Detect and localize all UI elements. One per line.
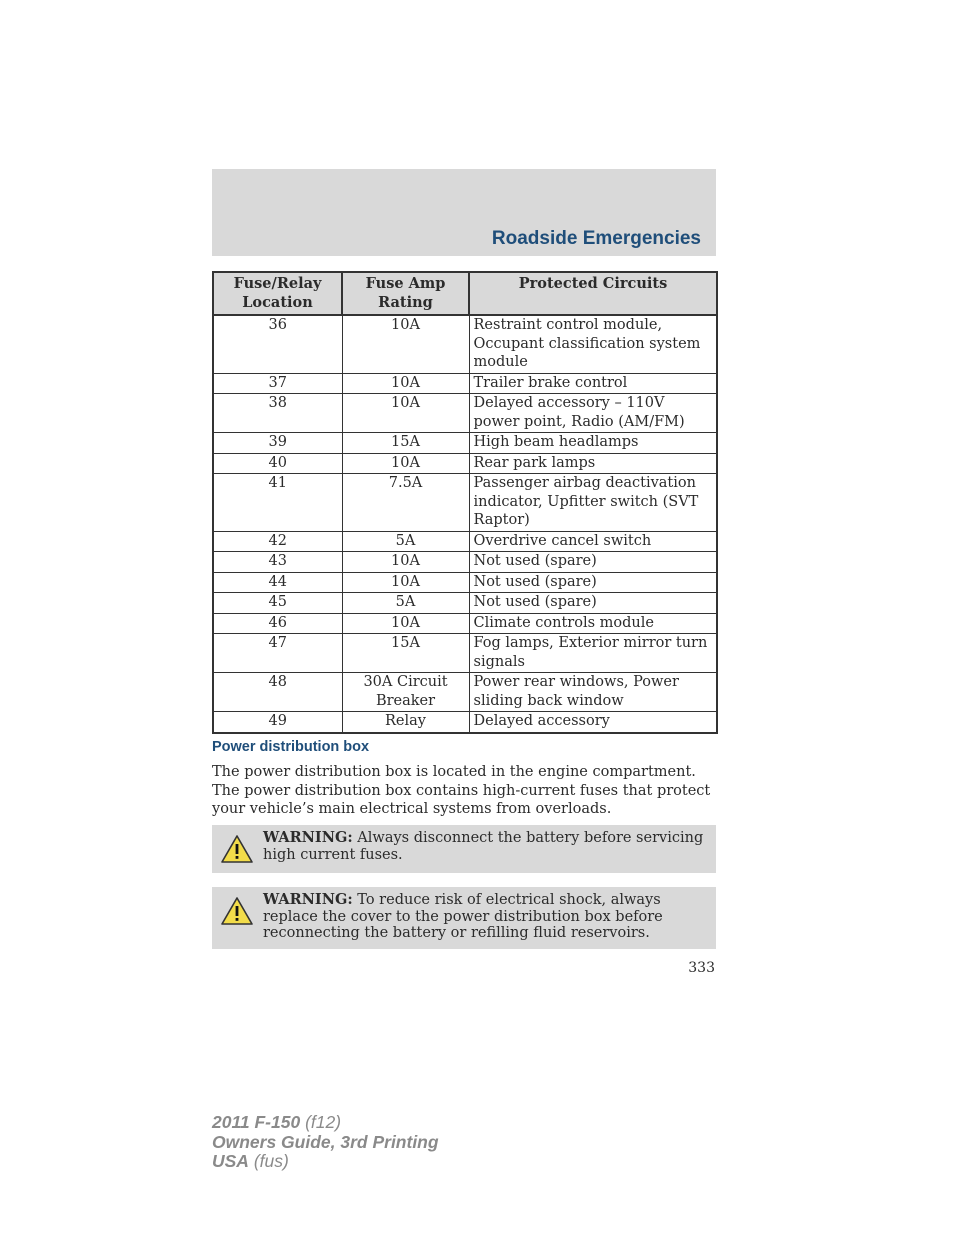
footer-region-code: (fus) <box>248 1151 289 1171</box>
cell-amp-rating: 15A <box>342 433 469 454</box>
footer <box>212 1113 439 1172</box>
table-header-row <box>213 272 717 315</box>
cell-location: 48 <box>213 673 342 712</box>
column-header-amp-rating: Fuse Amp Rating <box>342 272 469 315</box>
cell-protected-circuits: High beam headlamps <box>469 433 717 454</box>
cell-location: 43 <box>213 552 342 573</box>
column-header-protected-circuits: Protected Circuits <box>469 272 717 315</box>
cell-amp-rating: 10A <box>342 315 469 373</box>
cell-amp-rating: Relay <box>342 712 469 733</box>
table-row <box>213 552 717 573</box>
cell-protected-circuits: Fog lamps, Exterior mirror turn signals <box>469 634 717 673</box>
cell-location: 37 <box>213 373 342 394</box>
cell-location: 41 <box>213 474 342 532</box>
cell-location: 36 <box>213 315 342 373</box>
cell-location: 46 <box>213 613 342 634</box>
cell-protected-circuits: Not used (spare) <box>469 572 717 593</box>
warning-box-1 <box>212 825 716 873</box>
cell-amp-rating: 10A <box>342 552 469 573</box>
cell-amp-rating: 10A <box>342 572 469 593</box>
cell-amp-rating: 30A Circuit Breaker <box>342 673 469 712</box>
cell-protected-circuits: Not used (spare) <box>469 552 717 573</box>
cell-amp-rating: 10A <box>342 373 469 394</box>
footer-model-code: (f12) <box>300 1112 342 1132</box>
cell-protected-circuits: Not used (spare) <box>469 593 717 614</box>
cell-protected-circuits: Delayed accessory – 110V power point, Radio (AM/FM) <box>469 394 717 433</box>
cell-protected-circuits: Rear park lamps <box>469 453 717 474</box>
table-row <box>213 572 717 593</box>
cell-protected-circuits: Overdrive cancel switch <box>469 531 717 552</box>
cell-protected-circuits: Passenger airbag deactivation indicator, Upfitter switch (SVT Raptor) <box>469 474 717 532</box>
cell-amp-rating: 15A <box>342 634 469 673</box>
section-title: Roadside Emergencies <box>491 228 701 249</box>
cell-protected-circuits: Delayed accessory <box>469 712 717 733</box>
warning-box-2 <box>212 887 716 949</box>
cell-location: 49 <box>213 712 342 733</box>
section-heading: Power distribution box <box>212 739 370 755</box>
cell-location: 47 <box>213 634 342 673</box>
table-row <box>213 453 717 474</box>
cell-protected-circuits: Climate controls module <box>469 613 717 634</box>
cell-location: 45 <box>213 593 342 614</box>
cell-amp-rating: 5A <box>342 531 469 552</box>
cell-protected-circuits: Trailer brake control <box>469 373 717 394</box>
cell-location: 38 <box>213 394 342 433</box>
cell-location: 42 <box>213 531 342 552</box>
table-row <box>213 634 717 673</box>
cell-protected-circuits: Restraint control module, Occupant classification system module <box>469 315 717 373</box>
table-row <box>213 712 717 733</box>
table-row <box>213 673 717 712</box>
table-row <box>213 613 717 634</box>
table-row <box>213 531 717 552</box>
table-row <box>213 474 717 532</box>
header-band <box>212 169 716 256</box>
cell-amp-rating: 10A <box>342 453 469 474</box>
warning-text: Always disconnect the battery before servicing high current fuses. <box>263 830 704 863</box>
table-row <box>213 315 717 373</box>
warning-label: WARNING: <box>263 829 353 846</box>
table-row <box>213 593 717 614</box>
footer-line-3 <box>212 1152 439 1172</box>
page-number: 333 <box>688 960 715 976</box>
cell-location: 44 <box>213 572 342 593</box>
column-header-location: Fuse/Relay Location <box>213 272 342 315</box>
cell-amp-rating: 7.5A <box>342 474 469 532</box>
table-row <box>213 433 717 454</box>
cell-amp-rating: 5A <box>342 593 469 614</box>
warning-label: WARNING: <box>263 891 353 908</box>
cell-location: 40 <box>213 453 342 474</box>
footer-line-1 <box>212 1113 439 1133</box>
warning-text: To reduce risk of electrical shock, always replace the cover to the power distribution box before reconnecting the battery or refilling fluid reservoirs. <box>263 892 663 941</box>
warning-triangle-icon <box>220 896 254 926</box>
footer-region: USA <box>212 1151 249 1171</box>
fuse-table <box>212 271 718 734</box>
cell-protected-circuits: Power rear windows, Power sliding back window <box>469 673 717 712</box>
table-row <box>213 373 717 394</box>
cell-location: 39 <box>213 433 342 454</box>
section-body: The power distribution box is located in the engine compartment. The power distribution box contains high-current fuses that protect your vehicle’s main electrical systems from overloads. <box>212 764 711 817</box>
table-body <box>213 315 717 733</box>
table-row <box>213 394 717 433</box>
cell-amp-rating: 10A <box>342 613 469 634</box>
footer-line-2: Owners Guide, 3rd Printing <box>212 1131 439 1152</box>
warning-triangle-icon <box>220 834 254 864</box>
footer-model: 2011 F-150 <box>212 1112 301 1132</box>
cell-amp-rating: 10A <box>342 394 469 433</box>
